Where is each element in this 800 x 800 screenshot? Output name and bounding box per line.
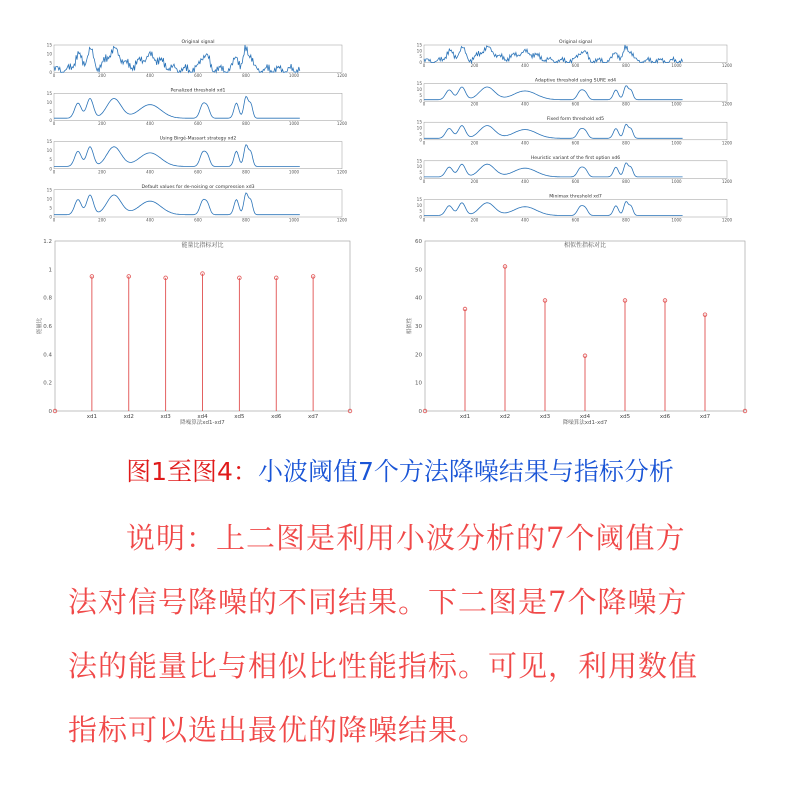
- subplot-axes: [54, 190, 342, 217]
- x-tick-label: 0: [52, 72, 56, 78]
- y-tick-label: 10: [46, 196, 52, 202]
- signal-line: [424, 202, 683, 216]
- y-tick-label: 40: [415, 295, 422, 302]
- energy-ratio-stem-chart: [35, 233, 355, 433]
- signal-subplot: [417, 78, 733, 107]
- subplot-title: Original signal: [558, 40, 593, 45]
- y-tick-label: 0.6: [43, 324, 52, 330]
- y-tick-label: 50: [415, 267, 422, 274]
- x-tick-label: 1000: [671, 101, 682, 107]
- x-axis-label: 降噪算法xd1-xd7: [180, 420, 225, 426]
- description-line: 法对信号降噪的不同结果。下二图是7个降噪方: [68, 585, 688, 619]
- x-tick-label: 1000: [288, 121, 300, 126]
- y-tick-label: 5: [419, 54, 422, 60]
- x-tick-label: 400: [521, 217, 529, 223]
- y-tick-label: 5: [49, 205, 52, 211]
- x-tick-label: 1200: [336, 72, 348, 78]
- y-tick-label: 0: [48, 409, 52, 415]
- similarity-stem-chart: [405, 233, 750, 433]
- x-tick-label: xd7: [308, 414, 319, 420]
- x-tick-label: 800: [242, 72, 250, 78]
- signal-subplot: [47, 135, 348, 175]
- y-tick-label: 15: [416, 158, 422, 164]
- subplot-title: Default values for de-noising or compression xd3: [141, 184, 255, 190]
- x-tick-label: xd5: [234, 414, 245, 420]
- x-axis-label: 降噪算法xd1-xd7: [562, 420, 608, 426]
- x-tick-label: 800: [622, 140, 630, 146]
- y-tick-label: 10: [416, 48, 422, 54]
- x-tick-label: 600: [571, 217, 580, 223]
- x-tick-label: 400: [146, 121, 154, 126]
- x-tick-label: 0: [52, 121, 56, 126]
- x-tick-label: 0: [52, 169, 56, 175]
- x-tick-label: 1200: [721, 178, 733, 184]
- x-tick-label: 1000: [288, 169, 300, 175]
- x-tick-label: xd4: [579, 414, 591, 420]
- x-tick-label: 800: [622, 101, 630, 107]
- x-tick-label: 1200: [721, 140, 733, 146]
- x-tick-label: 1000: [288, 72, 300, 78]
- x-tick-label: 200: [98, 217, 106, 223]
- subplot-axes: [54, 93, 342, 120]
- x-tick-label: xd3: [539, 414, 551, 420]
- x-tick-label: 1000: [671, 178, 682, 184]
- signal-plots-right: [410, 38, 755, 223]
- x-tick-label: xd4: [197, 414, 208, 420]
- y-tick-label: 5: [419, 208, 422, 214]
- y-tick-label: 0: [419, 214, 422, 220]
- x-tick-label: 800: [242, 169, 250, 175]
- x-tick-label: 1000: [671, 63, 682, 69]
- x-tick-label: 600: [194, 217, 202, 223]
- x-tick-label: 600: [571, 178, 580, 184]
- subplot-title: Minimax threshold xd7: [549, 194, 602, 200]
- signal-subplot: [417, 193, 733, 222]
- signal-line: [54, 193, 300, 215]
- x-tick-label: 800: [242, 121, 250, 126]
- x-tick-label: 0: [422, 217, 426, 223]
- y-tick-label: 10: [416, 164, 422, 170]
- subplot-axes: [424, 122, 727, 140]
- x-tick-label: 1000: [288, 217, 300, 223]
- subplot-axes: [424, 84, 727, 102]
- y-tick-label: 15: [416, 119, 422, 125]
- y-tick-label: 0: [49, 69, 52, 75]
- x-tick-label: 600: [571, 63, 580, 69]
- y-tick-label: 10: [416, 125, 422, 131]
- x-tick-label: 200: [470, 140, 479, 146]
- x-tick-label: 1200: [336, 217, 348, 223]
- x-tick-label: 0: [52, 217, 56, 223]
- signal-subplot: [47, 39, 348, 78]
- figure-caption: [0, 452, 800, 488]
- x-tick-label: 200: [98, 169, 106, 175]
- y-tick-label: 0: [419, 98, 422, 104]
- y-tick-label: 60: [415, 239, 422, 245]
- signal-subplot: [417, 155, 733, 184]
- y-tick-label: 15: [46, 90, 52, 96]
- y-tick-label: 0: [49, 166, 52, 172]
- x-tick-label: 400: [146, 72, 154, 78]
- description-paragraph: [68, 506, 748, 762]
- x-tick-label: 400: [521, 178, 529, 184]
- x-tick-label: 600: [571, 140, 580, 146]
- subplot-title: Original signal: [181, 40, 215, 45]
- caption-text: 小波阈值7个方法降噪结果与指标分析: [257, 457, 674, 486]
- x-tick-label: xd3: [160, 414, 171, 420]
- subplot-axes: [54, 142, 342, 169]
- y-tick-label: 5: [49, 108, 52, 114]
- y-tick-label: 20: [415, 352, 422, 359]
- y-tick-label: 5: [419, 170, 422, 176]
- description-line: 法的能量比与相似比性能指标。可见，利用数值: [68, 649, 699, 683]
- x-tick-label: 1000: [671, 217, 682, 223]
- y-tick-label: 1.2: [43, 239, 52, 245]
- x-tick-label: 0: [422, 63, 426, 69]
- y-tick-label: 15: [46, 139, 52, 144]
- y-tick-label: 10: [415, 380, 422, 387]
- x-tick-label: 200: [98, 72, 106, 78]
- subplot-title: Fixed form threshold xd5: [546, 117, 605, 123]
- x-tick-label: 400: [146, 217, 154, 223]
- x-tick-label: 400: [521, 63, 529, 69]
- signal-line: [424, 163, 683, 177]
- x-tick-label: 400: [146, 169, 154, 175]
- x-tick-label: 800: [622, 217, 630, 223]
- signal-subplot: [47, 184, 348, 223]
- y-tick-label: 10: [46, 148, 52, 154]
- y-tick-label: 0.8: [43, 295, 52, 302]
- y-tick-label: 10: [416, 86, 422, 92]
- x-tick-label: 1200: [336, 169, 348, 175]
- x-tick-label: 400: [521, 101, 529, 107]
- y-tick-label: 0: [419, 60, 422, 66]
- description-line: 说明：上二图是利用小波分析的7个阈值方: [126, 521, 686, 555]
- x-tick-label: 1200: [721, 63, 733, 69]
- x-tick-label: 200: [470, 178, 479, 184]
- signal-line: [54, 45, 300, 72]
- signal-subplot: [417, 116, 733, 145]
- x-tick-label: 200: [98, 121, 106, 126]
- description-line: 指标可以选出最优的降噪结果。: [68, 713, 489, 747]
- signal-line: [424, 86, 683, 100]
- x-tick-label: 400: [521, 140, 529, 146]
- caption-prefix: 图1至图4：: [126, 457, 258, 486]
- x-tick-label: 800: [242, 217, 250, 223]
- y-tick-label: 15: [46, 187, 52, 193]
- x-tick-label: 0: [422, 140, 426, 146]
- chart-title: 能量比指标对比: [181, 242, 224, 249]
- x-tick-label: 800: [622, 63, 630, 69]
- x-tick-label: 1000: [671, 140, 682, 146]
- x-tick-label: 200: [470, 217, 479, 223]
- subplot-title: Adaptive threshold using SURE xd4: [534, 78, 617, 84]
- y-tick-label: 15: [46, 42, 52, 48]
- x-tick-label: xd6: [659, 414, 671, 420]
- signal-line: [54, 96, 300, 118]
- signal-line: [424, 124, 683, 138]
- y-tick-label: 5: [419, 92, 422, 98]
- y-tick-label: 5: [49, 157, 52, 163]
- subplot-title: Using Birgé-Massart strategy xd2: [159, 136, 237, 142]
- chart-title: 相似性指标对比: [563, 242, 607, 249]
- y-tick-label: 10: [46, 51, 52, 57]
- y-tick-label: 0.2: [43, 380, 52, 387]
- x-tick-label: 1200: [721, 101, 733, 107]
- y-tick-label: 15: [416, 196, 422, 202]
- x-tick-label: 200: [470, 63, 479, 69]
- x-tick-label: 1200: [721, 217, 733, 223]
- signal-line: [54, 145, 300, 167]
- x-tick-label: xd6: [271, 414, 282, 420]
- y-axis-label: 相似性: [407, 317, 413, 335]
- y-tick-label: 15: [416, 42, 422, 48]
- signal-subplot: [417, 39, 733, 68]
- y-axis-label: 能量比: [37, 317, 43, 335]
- y-tick-label: 0: [49, 214, 52, 220]
- x-tick-label: xd1: [459, 414, 471, 420]
- x-tick-label: xd5: [619, 414, 631, 420]
- y-tick-label: 0: [419, 137, 422, 143]
- y-tick-label: 10: [416, 202, 422, 208]
- x-tick-label: xd7: [699, 414, 711, 420]
- y-tick-label: 1: [48, 267, 52, 274]
- x-tick-label: xd1: [86, 414, 97, 420]
- y-tick-label: 0: [418, 409, 422, 415]
- signal-line: [424, 45, 683, 63]
- signal-subplot: [47, 87, 348, 126]
- y-tick-label: 5: [419, 131, 422, 137]
- x-tick-label: 800: [622, 178, 630, 184]
- y-tick-label: 30: [415, 324, 422, 330]
- x-tick-label: 600: [194, 169, 202, 175]
- y-tick-label: 10: [46, 99, 52, 105]
- subplot-axes: [424, 161, 727, 179]
- subplot-title: Penalized threshold xd1: [170, 88, 226, 94]
- x-tick-label: 1200: [336, 121, 348, 126]
- y-tick-label: 0: [419, 175, 422, 181]
- x-tick-label: 600: [194, 72, 202, 78]
- subplot-axes: [424, 199, 727, 217]
- x-tick-label: 0: [422, 101, 426, 107]
- x-tick-label: 600: [194, 121, 202, 126]
- x-tick-label: xd2: [123, 414, 134, 420]
- y-tick-label: 0.4: [43, 352, 52, 359]
- signal-plots-left: [40, 38, 370, 223]
- y-tick-label: 0: [49, 118, 52, 123]
- x-tick-label: 600: [571, 101, 580, 107]
- x-tick-label: xd2: [499, 414, 511, 420]
- y-tick-label: 5: [49, 60, 52, 66]
- x-tick-label: 200: [470, 101, 479, 107]
- y-tick-label: 15: [416, 81, 422, 87]
- x-tick-label: 0: [422, 178, 426, 184]
- subplot-title: Heuristic variant of the first option xd6: [530, 155, 621, 161]
